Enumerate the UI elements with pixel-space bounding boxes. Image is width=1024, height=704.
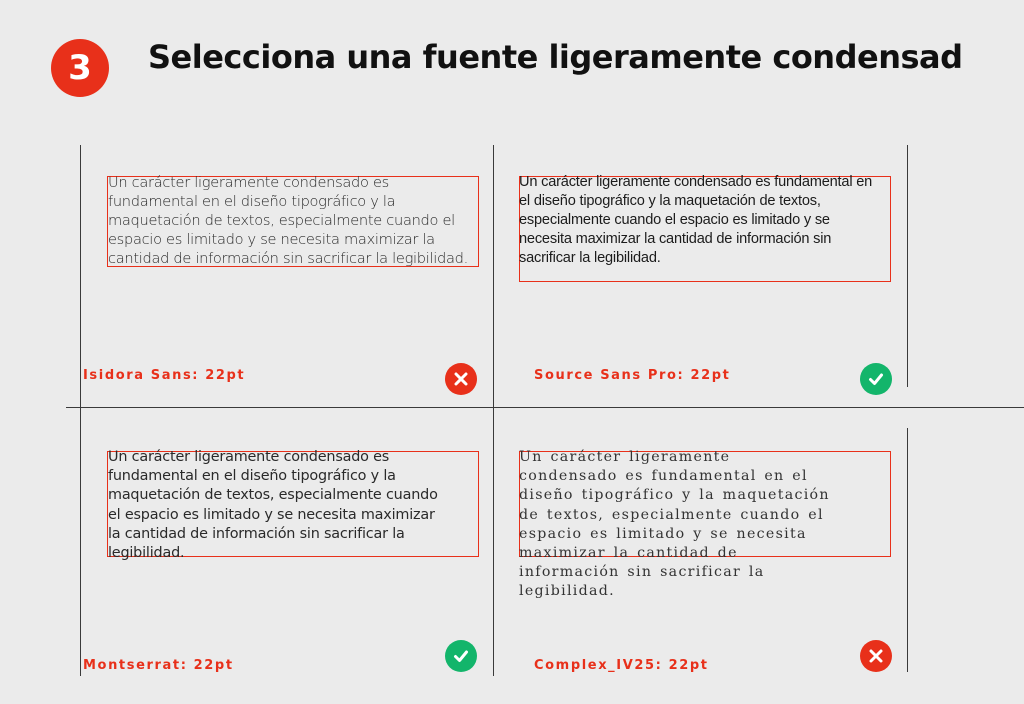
sample-line: maquetación de textos, especialmente cuando — [108, 487, 438, 504]
sample-line: sacrificar la legibilidad. — [519, 250, 661, 266]
sample-line: Un carácter ligeramente condensado es — [108, 449, 390, 465]
grid-line-left — [80, 145, 81, 676]
sample-line: maquetación de textos, especialmente cuando el — [108, 212, 455, 229]
approve-mark — [860, 363, 892, 395]
check-icon — [453, 648, 469, 664]
x-icon — [868, 648, 884, 664]
reject-mark — [445, 363, 477, 395]
sample-line: legibilidad. — [108, 545, 185, 562]
step-number: 3 — [68, 48, 92, 88]
sample-line: espacio es limitado y se necesita — [519, 525, 807, 542]
sample-line: fundamental en el diseño tipográfico y la — [108, 468, 396, 485]
font-label: Complex_IV25: 22pt — [534, 658, 709, 673]
sample-line: maximizar la cantidad de — [519, 545, 738, 562]
step-number-badge — [51, 39, 109, 97]
grid-line-right-bottom — [907, 428, 908, 672]
sample-line: Un carácter ligeramente condensado es — [108, 174, 389, 191]
font-label: Source Sans Pro: 22pt — [534, 368, 731, 383]
sample-line: fundamental en el diseño tipográfico y la — [108, 193, 396, 210]
check-icon — [868, 371, 884, 387]
sample-line: información sin sacrificar la — [519, 564, 765, 581]
sample-line: de textos, especialmente cuando el — [519, 506, 824, 523]
sample-text — [108, 448, 438, 563]
sample-line: el diseño tipográfico y la maquetación de textos, — [519, 193, 821, 209]
sample-text — [108, 173, 468, 268]
grid-line-center — [493, 145, 494, 676]
page-title: Selecciona una fuente ligeramente condensad — [148, 38, 963, 76]
approve-mark — [445, 640, 477, 672]
x-icon — [453, 371, 469, 387]
sample-text — [519, 448, 830, 602]
sample-line: la cantidad de información sin sacrificar la — [108, 525, 405, 542]
sample-line: condensado es fundamental en el — [519, 468, 808, 485]
font-label: Isidora Sans: 22pt — [83, 368, 246, 383]
sample-line: Un carácter ligeramente — [519, 449, 731, 465]
sample-line: Un carácter ligeramente condensado es fundamental en — [519, 174, 873, 190]
sample-line: cantidad de información sin sacrificar la legibilidad. — [108, 250, 468, 267]
sample-line: especialmente cuando el espacio es limitado y se — [519, 212, 830, 228]
grid-line-horizontal — [66, 407, 1024, 408]
sample-line: el espacio es limitado y se necesita maximizar — [108, 506, 435, 523]
sample-text — [519, 173, 872, 268]
reject-mark — [860, 640, 892, 672]
sample-line: necesita maximizar la cantidad de información sin — [519, 231, 832, 247]
sample-line: espacio es limitado y se necesita maximizar la — [108, 231, 435, 248]
grid-line-right-top — [907, 145, 908, 387]
sample-line: diseño tipográfico y la maquetación — [519, 487, 830, 504]
sample-line: legibilidad. — [519, 583, 615, 600]
font-label: Montserrat: 22pt — [83, 658, 234, 673]
